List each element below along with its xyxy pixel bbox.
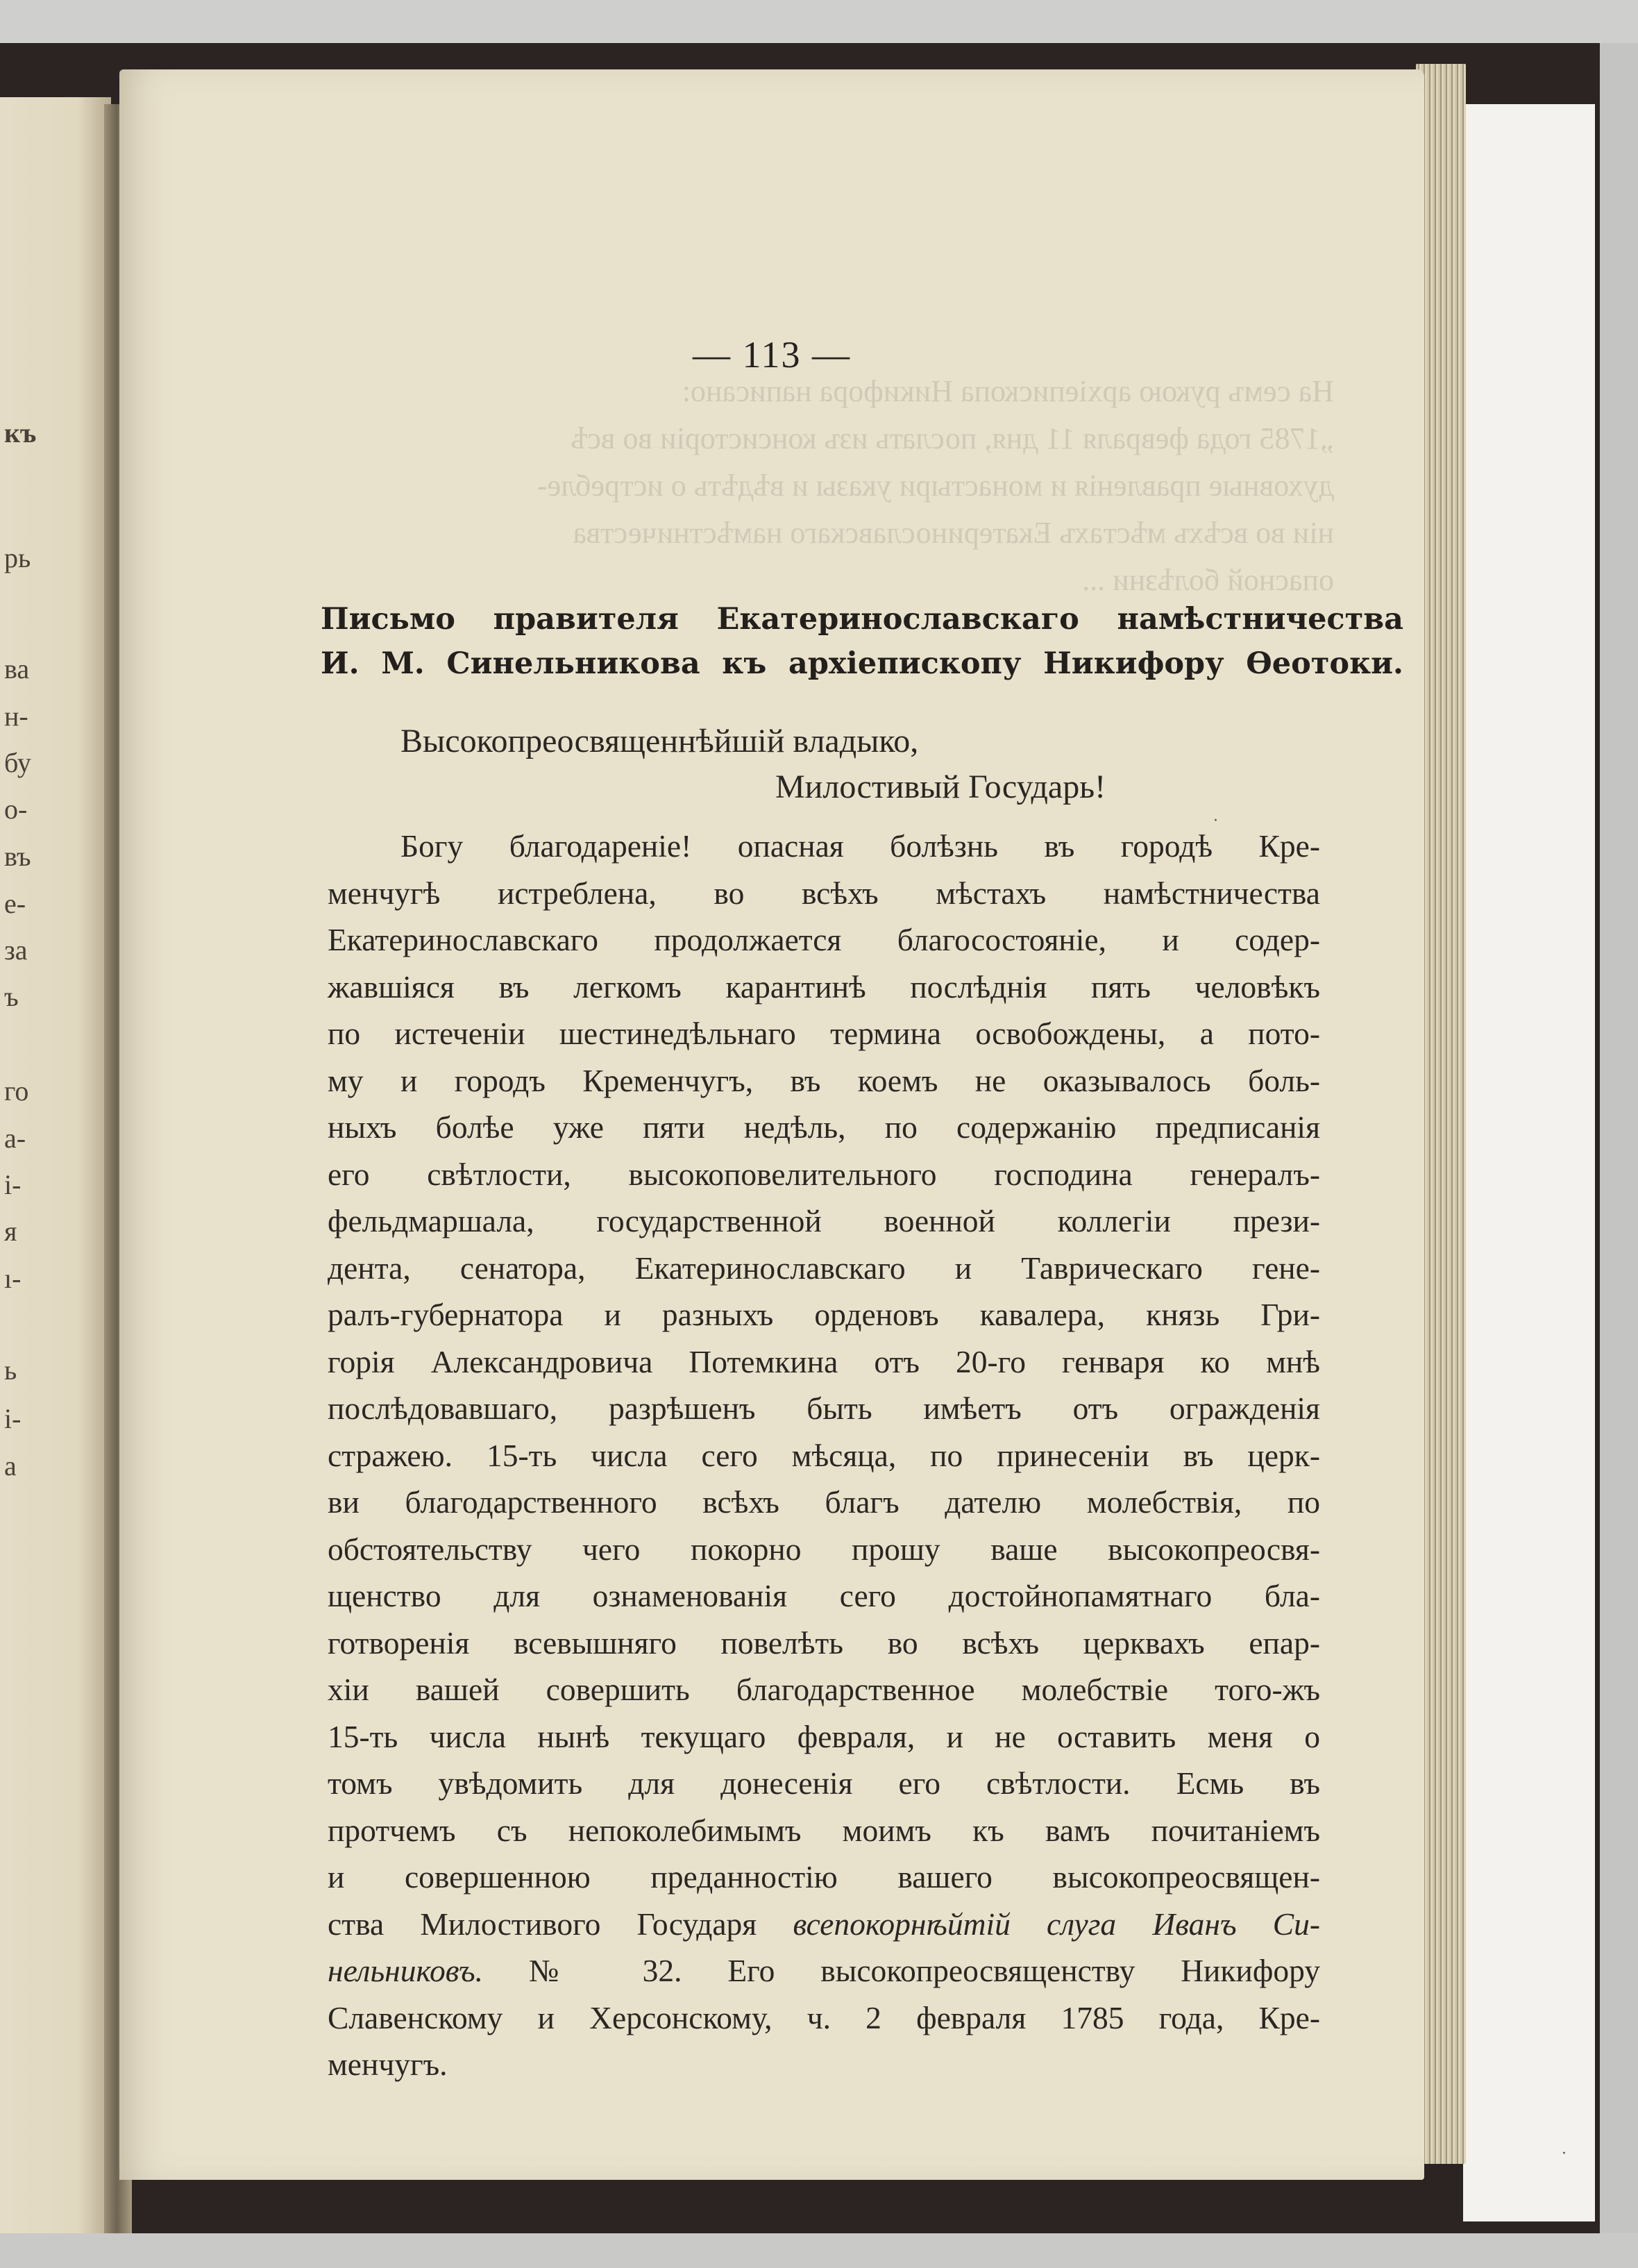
backing-sheet	[1463, 104, 1595, 2221]
left-page-text-fragments	[0, 97, 111, 2233]
left-fragment: н-	[4, 700, 28, 732]
left-fragment: я	[4, 1216, 17, 1247]
body-line: по истеченіи шестинедѣльнаго термина освобождены, а пото-	[328, 1016, 1320, 1051]
title-line: Письмо правителя Екатеринославскаго намѣстничества	[321, 602, 1403, 637]
left-fragment: ı-	[4, 1263, 22, 1294]
left-fragment: въ	[4, 841, 31, 872]
left-fragment: за	[4, 934, 28, 966]
salutation-line: Милостивый Государь!	[775, 768, 1106, 805]
body-line: хіи вашей совершить благодарственное молебствіе того-жъ	[328, 1672, 1320, 1707]
ink-speck: ·	[1562, 2145, 1567, 2162]
bottom-margin	[0, 2233, 1638, 2268]
body-line: щенство для ознаменованія сего достойнопамятнаго бла-	[328, 1578, 1320, 1613]
body-line: Екатеринославскаго продолжается благосостояніе, и содер-	[328, 922, 1320, 957]
left-fragment: і-	[4, 1169, 22, 1200]
salutation	[400, 719, 1303, 810]
bleed-line: духовные правленія и монастыри указы и вѣдѣть о истребле-	[537, 469, 1334, 503]
bleed-line: ніи во всѣхъ мѣстахъ Екатеринославскаго намѣстничества	[573, 516, 1334, 550]
body-line: томъ увѣдомить для донесенія его свѣтлости. Есмь въ	[328, 1765, 1320, 1801]
body-line: его свѣтлости, высокоповелительного господина генералъ-	[328, 1156, 1320, 1192]
left-fragment: къ	[4, 417, 37, 448]
signature-italic-end: нельниковъ.	[328, 1953, 483, 1988]
title-line: И. М. Синельникова къ архіепископу Никифору Ѳеотоки.	[321, 646, 1403, 681]
left-fragment: а-	[4, 1123, 26, 1154]
left-fragment: рь	[4, 542, 31, 573]
body-line: готворенія всевышняго повелѣть во всѣхъ церквахъ епар-	[328, 1624, 1320, 1661]
body-line: протчемъ съ непоколебимымъ моимъ къ вамъ почитаніемъ	[328, 1812, 1320, 1848]
left-fragment: ъ	[4, 981, 19, 1012]
body-line: ви благодарственного всѣхъ благъ дателю молебствія, по	[328, 1484, 1320, 1520]
page-number: — 113 —	[693, 334, 851, 376]
left-fragment: е-	[4, 888, 26, 919]
body-line: фельдмаршала, государственной военной коллегіи прези-	[328, 1203, 1320, 1238]
book-page	[119, 69, 1424, 2180]
salutation-line: Высокопреосвященнѣйшій владыко,	[400, 723, 919, 759]
body-line: послѣдовавшаго, разрѣшенъ быть имѣетъ отъ огражденія	[328, 1391, 1320, 1426]
signature-italic: всепокорнѣйтій слуга Иванъ Си-	[793, 1906, 1321, 1942]
letter-title	[321, 597, 1403, 686]
left-fragment: бу	[4, 747, 31, 778]
left-fragment: ь	[4, 1354, 17, 1386]
left-page	[0, 97, 111, 2233]
left-fragment: го	[4, 1075, 29, 1107]
left-fragment: о-	[4, 793, 28, 825]
body-line: ралъ-губернатора и разныхъ орденовъ кавалера, князь Гри-	[328, 1297, 1320, 1332]
body-line: менчугъ.	[328, 2047, 448, 2082]
body-line: стражею. 15-ть числа сего мѣсяца, по принесеніи въ церк-	[328, 1437, 1320, 1473]
left-fragment: ва	[4, 653, 30, 684]
bleed-line: „1785 года февраля 11 дня, послать изъ консисторіи во всѣ	[571, 421, 1334, 455]
body-line: и совершенною преданностію вашего высокопреосвящен-	[328, 1859, 1320, 1895]
body-line: ныхъ болѣе уже пяти недѣль, по содержанію предписанія	[328, 1109, 1320, 1145]
body-line: дента, сенатора, Екатеринославскаго и Таврическаго гене-	[328, 1250, 1320, 1286]
address-start: № 32. Его высокопреосвященству Никифору	[482, 1953, 1320, 1988]
body-line-signature	[328, 1901, 1320, 1948]
body-line: жавшіяся въ легкомъ карантинѣ послѣднія пять человѣкъ	[328, 968, 1320, 1005]
bleed-line: опасной болѣзни ...	[1082, 563, 1334, 597]
body-line: обстоятельству чего покорно прошу ваше высокопреосвя-	[328, 1531, 1320, 1567]
body-line: Богу благодареніе! опасная болѣзнь въ городѣ Кре-	[400, 828, 1320, 864]
closing-phrase: ства Милостивого Государя	[328, 1906, 757, 1942]
top-margin	[0, 0, 1638, 43]
body-line: менчугѣ истреблена, во всѣхъ мѣстахъ намѣстничества	[328, 875, 1320, 911]
right-margin	[1600, 43, 1638, 2233]
letter-body	[328, 823, 1320, 2088]
body-line-signature-end	[328, 1947, 1320, 1994]
body-line: 15-ть числа нынѣ текущаго февраля, и не оставить меня о	[328, 1718, 1320, 1754]
bleed-line: На семъ рукою архіепископа Никифора написано:	[682, 374, 1334, 408]
body-line: Славенскому и Херсонскому, ч. 2 февраля 1785 года, Кре-	[328, 1999, 1320, 2035]
left-fragment: і-	[4, 1403, 22, 1434]
body-line: му и городъ Кременчугъ, въ коемъ не оказывалось боль-	[328, 1062, 1320, 1098]
ink-speck: ·	[1213, 812, 1218, 830]
left-fragment: а	[4, 1450, 17, 1481]
body-line: горія Александровича Потемкина отъ 20-го генваря ко мнѣ	[328, 1343, 1320, 1379]
